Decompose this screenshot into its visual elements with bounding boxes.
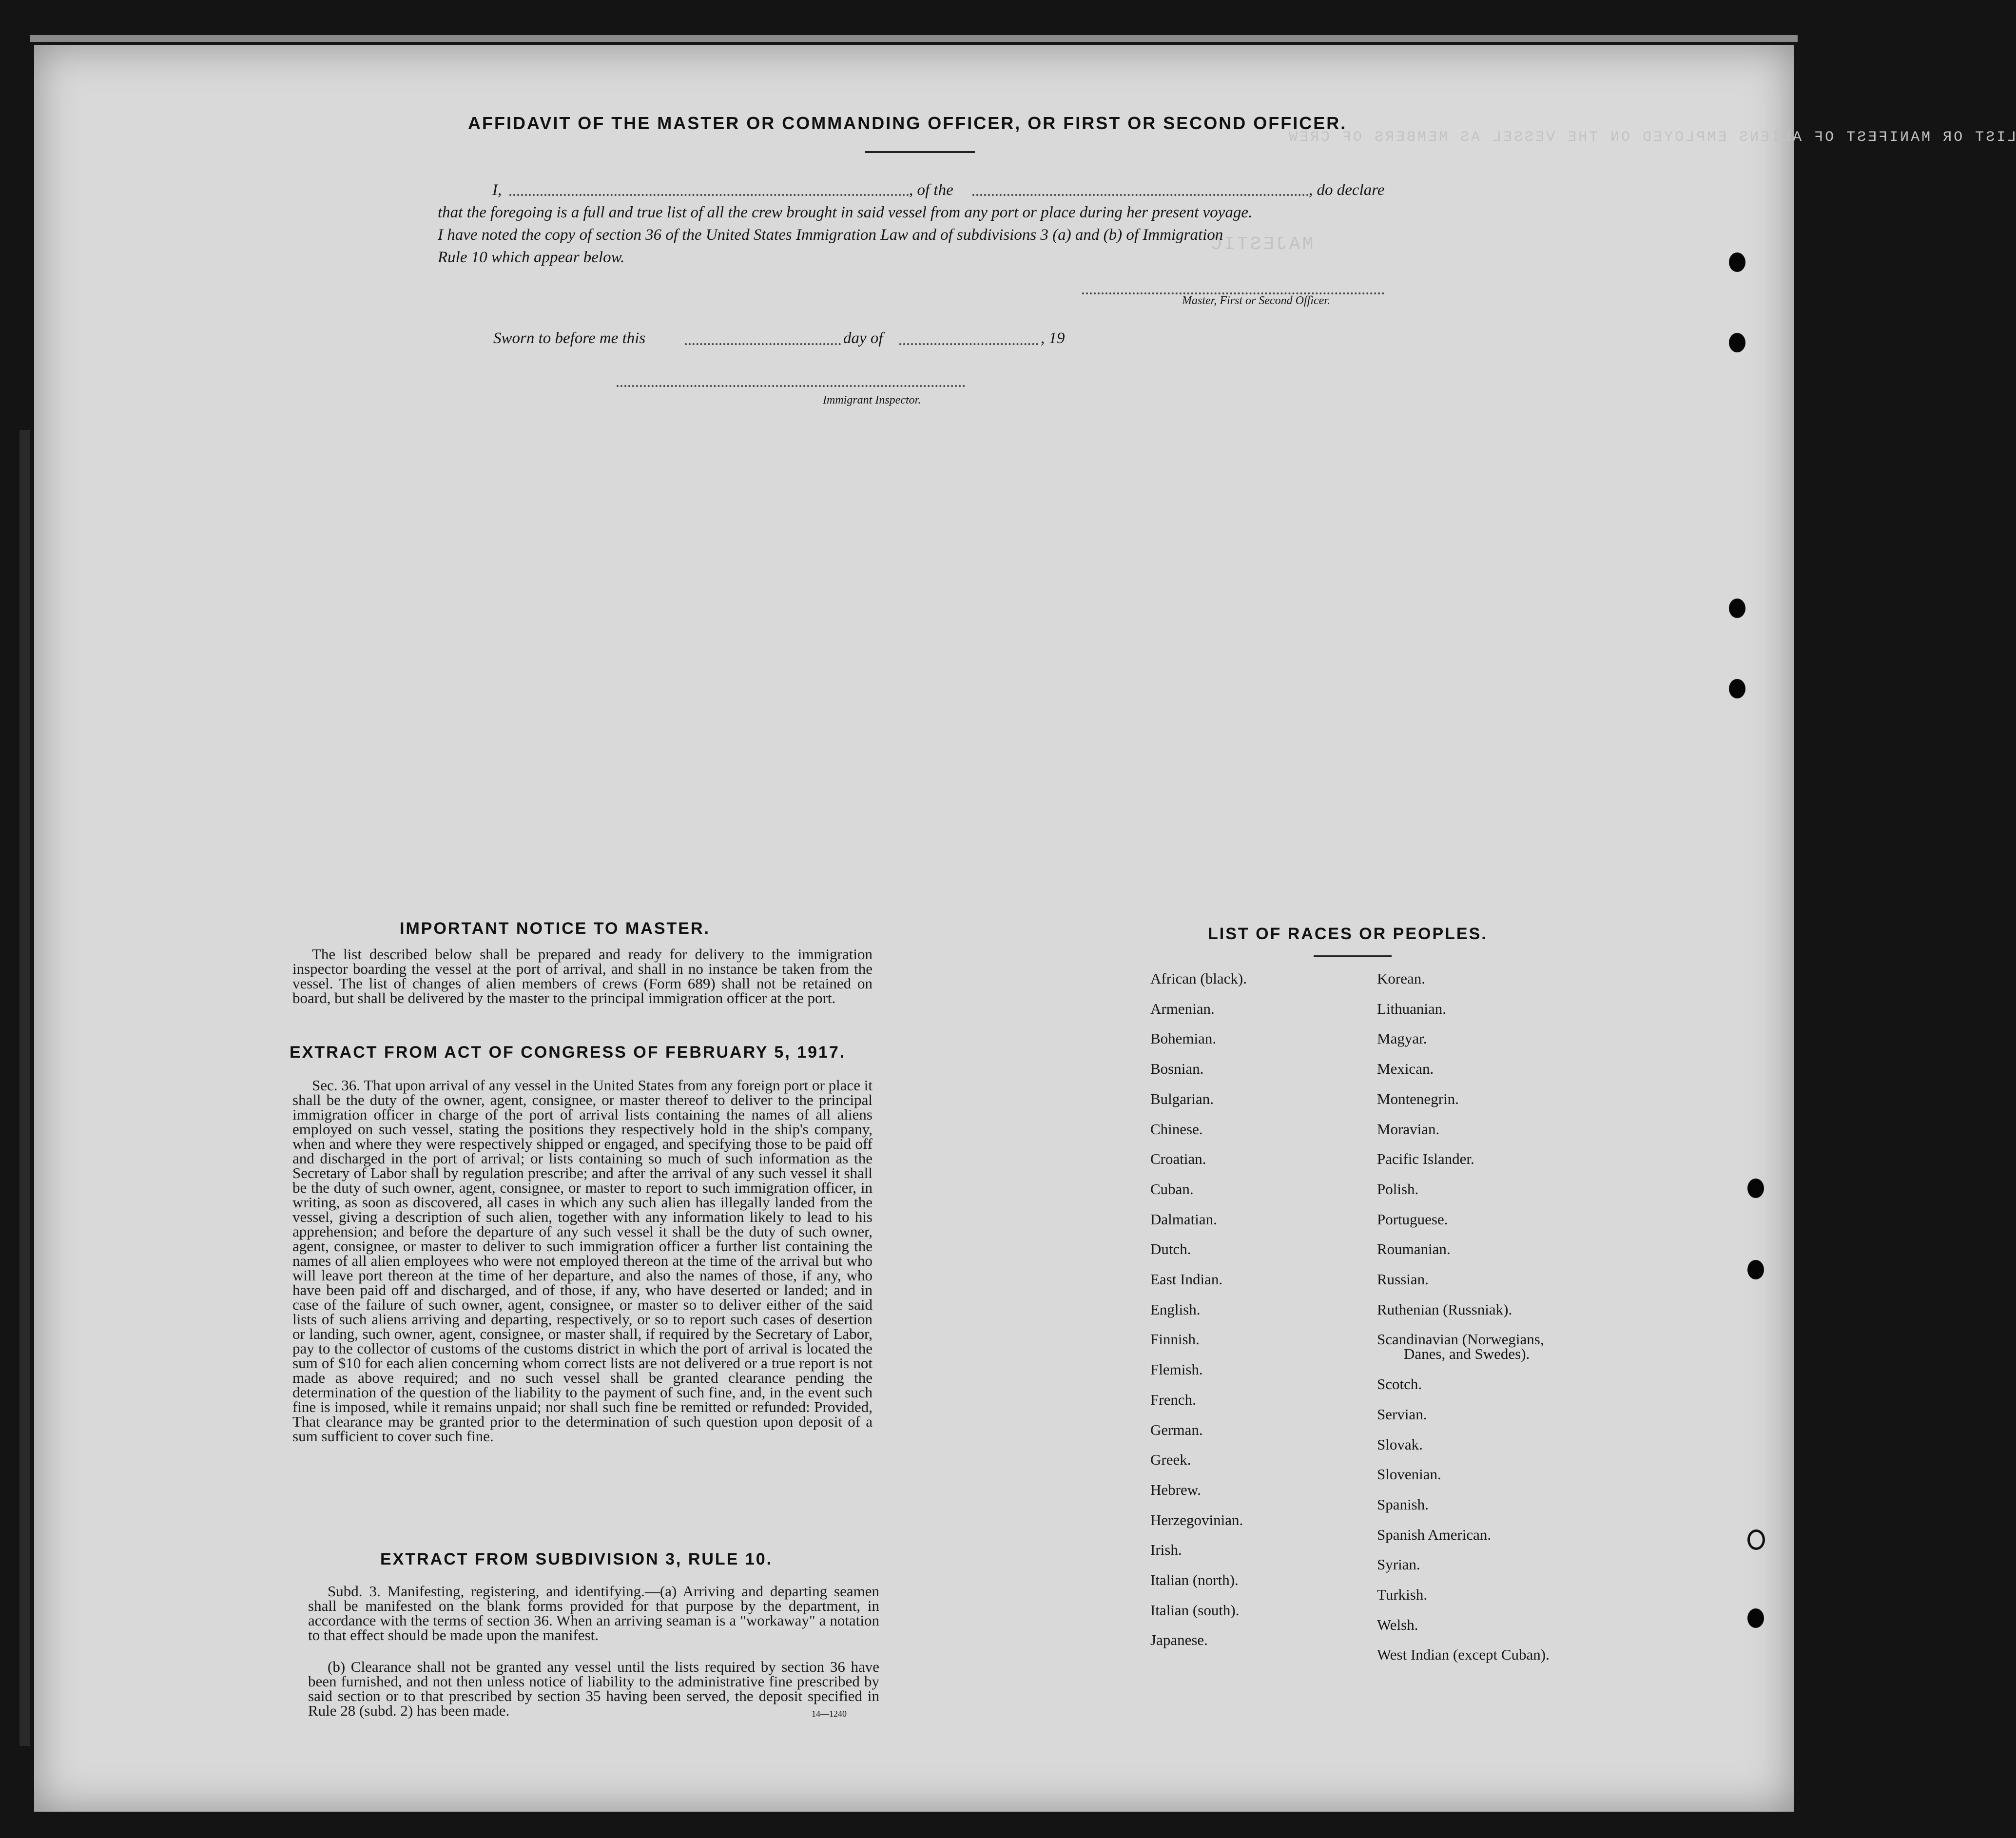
race-item: German. [1150,1421,1203,1438]
race-item: French. [1150,1391,1196,1408]
race-item: Roumanian. [1377,1240,1451,1258]
extract-act-title: EXTRACT FROM ACT OF CONGRESS OF FEBRUARY 5, 1917. [290,1043,846,1062]
race-item: Servian. [1377,1405,1427,1423]
affidavit-i: I, [492,181,502,199]
affidavit-noted: I have noted the copy of section 36 of the United States Immigration Law and of subdivisions 3 (a) and (b) of Immigration [438,226,1223,244]
race-item: Flemish. [1150,1361,1203,1378]
binder-hole [1729,599,1745,618]
races-title: LIST OF RACES OR PEOPLES. [1208,925,1488,943]
manifest-sheet [34,45,1794,1812]
race-item: Polish. [1377,1180,1419,1198]
race-item: Dutch. [1150,1240,1191,1258]
master-label: Master, First or Second Officer. [1182,294,1330,307]
binder-hole [1747,1529,1765,1550]
binder-hole [1729,252,1745,272]
race-item: Portuguese. [1377,1210,1448,1228]
race-item: Turkish. [1377,1586,1428,1603]
race-item: Bosnian. [1150,1060,1204,1078]
bleed-through-heading: LIST OR MANIFEST OF ALIENS EMPLOYED ON THE VESSEL AS MEMBERS OF CREW [1287,129,2016,146]
race-item: Spanish American. [1377,1526,1492,1543]
day-blank [685,343,841,345]
race-item: Slovenian. [1377,1466,1441,1483]
race-item: West Indian (except Cuban). [1377,1646,1550,1664]
extract-act-text: Sec. 36. That upon arrival of any vessel in the United States from any foreign port or place it shall be the duty of the owner, agent, consignee, or master thereof to deliver to the principal immigration officer in charge of the port of arrival lists containing the names of all aliens employed on such vessel, stating the positions they respectively hold in the ship's company, when and where they were respectively shipped or engaged, and specifying those to be paid off and discharged in the port of arrival; or lists containing so much of such information as the Secretary of Labor shall by regulation prescribe; and after the arrival of any such vessel it shall be the duty of such owner, agent, consignee, or master to report to such immigration officer, in writing, as soon as discovered, all cases in which any such alien has illegally landed from the vessel, giving a description of such alien, together with any information likely to lead to his apprehension; and before the departure of any such vessel it shall be the duty of such owner, agent, consignee, or master to deliver to such immigration officer a further list containing the names of all alien employees who were not employed thereon at the time of the arrival but who will leave port thereon at the time of her departure, and also the names of those, if any, who have been paid off and discharged, and of those, if any, who have deserted or landed; and in case of the failure of such owner, agent, consignee, or master so to deliver either of the said lists of such aliens arriving and departing, respectively, or so to report such cases of desertion or landing, such owner, agent, consignee, or master shall, if required by the Secretary of Labor, pay to the collector of customs of the customs district in which the port of arrival is located the sum of $10 for each alien concerning whom correct lists are not delivered or a true report is not made as above required; and no such vessel shall be granted clearance pending the determination of the question of the liability to the payment of such fine, and, in the event such fine is imposed, while it remains unpaid; nor shall such fine be remitted or refunded: Provided, That clearance may be granted prior to the determination of such question upon deposit of a sum sufficient to cover such fine. [292,1077,872,1445]
race-item: Greek. [1150,1451,1191,1469]
race-item: Danes, and Swedes). [1404,1345,1530,1363]
races-title-rule [1314,955,1392,957]
bleed-through-ship-name: MAJESTIC [1209,234,1314,255]
race-item: Finnish. [1150,1331,1200,1348]
inspector-label: Immigrant Inspector. [823,394,921,406]
race-item: English. [1150,1300,1201,1318]
binder-hole [1747,1608,1764,1628]
form-number: 14—1240 [812,1709,847,1719]
binder-hole [1729,679,1745,698]
race-item: Irish. [1150,1541,1182,1559]
race-item: Syrian. [1377,1556,1420,1573]
race-item: Cuban. [1150,1180,1194,1198]
year-text: , 19 [1041,329,1065,347]
notice-text: The list described below shall be prepared and ready for delivery to the immigration inspector boarding the vessel at the port of arrival, and shall in no instance be taken from the vessel. The list of changes of alien members of crews (Form 689) shall not be retained on board, but shall be delivered by the master to the principal immigration officer at the port. [292,946,872,1006]
notice-title: IMPORTANT NOTICE TO MASTER. [400,919,710,938]
affidavit-title: AFFIDAVIT OF THE MASTER OR COMMANDING OFFICER, OR FIRST OR SECOND OFFICER. [468,113,1347,133]
race-item: Croatian. [1150,1150,1206,1168]
inspector-blank [617,385,965,387]
stacked-page-edge [30,35,1798,42]
race-item: Moravian. [1377,1120,1440,1138]
race-item: Scotch. [1377,1375,1422,1393]
binder-hole [1747,1179,1764,1198]
affidavit-of-the: , of the [909,181,953,199]
race-item: Korean. [1377,970,1425,987]
race-item: Italian (north). [1150,1571,1239,1588]
sworn-text: Sworn to before me this [493,329,646,347]
race-item: Chinese. [1150,1120,1203,1138]
extract-rule-text-a: Subd. 3. Manifesting, registering, and identifying.—(a) Arriving and departing seamen shall be manifested on the blank forms provided for that purpose by the department, in accordance with the terms of section 36. When an arriving seaman is a "workaway" a notation to that effect should be made upon the manifest. [308,1583,879,1644]
affidavit-rule: Rule 10 which appear below. [438,249,625,266]
vessel-blank [972,194,1309,196]
race-item: Lithuanian. [1377,1000,1447,1017]
race-item: Bulgarian. [1150,1090,1214,1107]
race-item: Welsh. [1377,1616,1418,1633]
race-item: Spanish. [1377,1495,1429,1513]
race-item: Pacific Islander. [1377,1150,1474,1168]
title-rule [865,151,975,153]
day-of-text: day of [843,329,883,347]
page-fold-shadow [19,430,30,1746]
affidavit-do-declare: , do declare [1309,181,1385,199]
race-item: Herzegovinian. [1150,1511,1243,1528]
race-item: Scandinavian (Norwegians, [1377,1331,1544,1348]
race-item: Magyar. [1377,1030,1427,1047]
binder-hole [1729,333,1745,352]
race-item: Bohemian. [1150,1030,1217,1047]
month-blank [899,343,1038,345]
race-item: Hebrew. [1150,1481,1201,1498]
name-blank [509,194,909,196]
race-item: Japanese. [1150,1631,1208,1649]
race-item: African (black). [1150,970,1247,987]
race-item: Ruthenian (Russniak). [1377,1300,1512,1318]
race-item: Italian (south). [1150,1601,1240,1619]
race-item: Armenian. [1150,1000,1215,1017]
race-item: Montenegrin. [1377,1090,1459,1107]
extract-rule-title: EXTRACT FROM SUBDIVISION 3, RULE 10. [380,1550,773,1568]
affidavit-statement: that the foregoing is a full and true list of all the crew brought in said vessel from any port or place during her present voyage. [438,204,1253,221]
extract-rule-text-b: (b) Clearance shall not be granted any vessel until the lists required by section 36 have been furnished, and not then unless notice of liability to the administrative fine prescribed by said section or to that prescribed by section 35 having been served, the deposit specified in Rule 28 (subd. 2) has been made. [308,1658,879,1719]
binder-hole [1747,1260,1764,1279]
race-item: East Indian. [1150,1271,1223,1288]
race-item: Slovak. [1377,1435,1423,1453]
race-item: Mexican. [1377,1060,1434,1078]
race-item: Russian. [1377,1271,1429,1288]
race-item: Dalmatian. [1150,1210,1217,1228]
